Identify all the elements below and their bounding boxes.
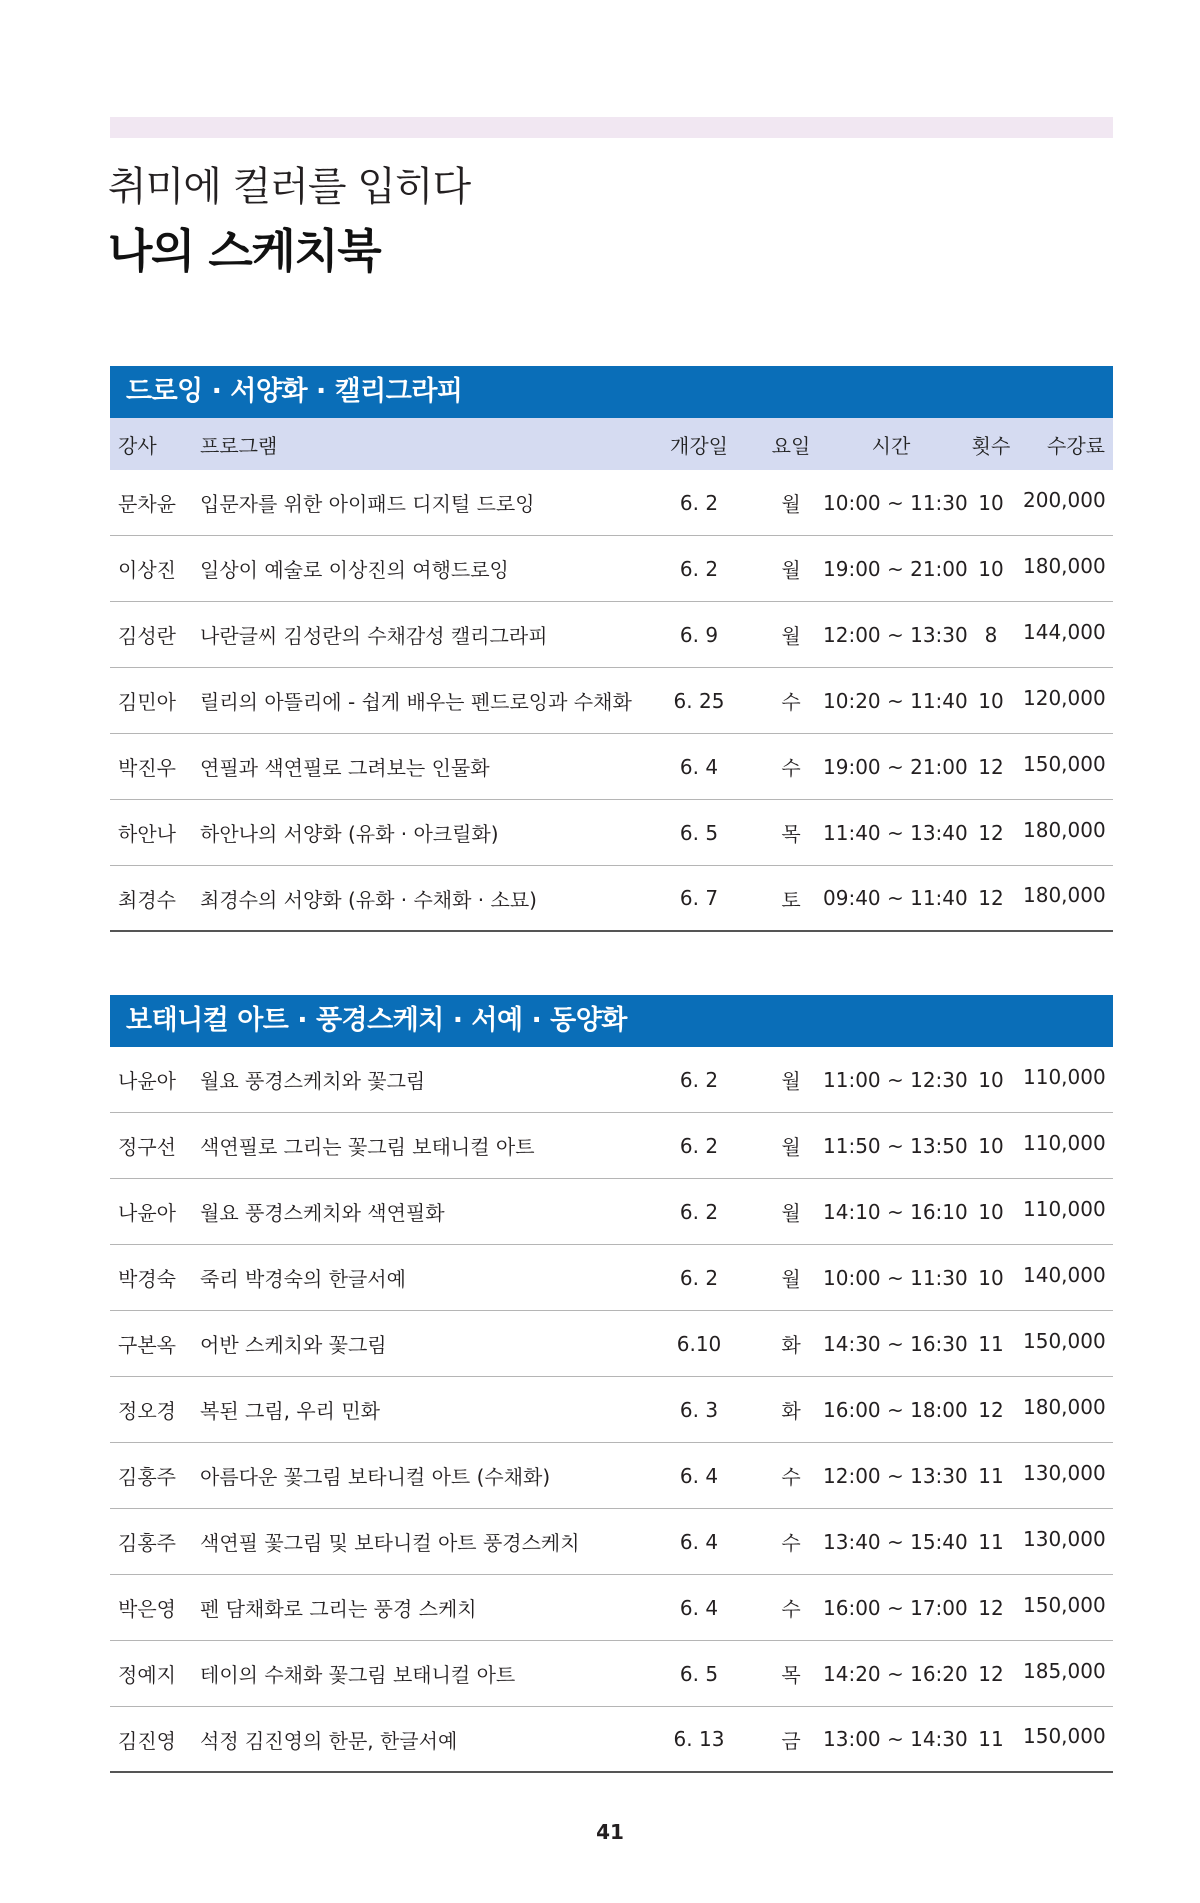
- count-cell: 10: [978, 1199, 1004, 1224]
- count-cell: 10: [978, 490, 1004, 515]
- table-row: [110, 734, 1113, 800]
- date-cell: 6. 2: [679, 1133, 719, 1158]
- teacher-cell: 박은영: [118, 1597, 176, 1621]
- day-cell: 화: [781, 1399, 801, 1423]
- section-botanical: [110, 995, 1113, 1773]
- table-body: [110, 1047, 1113, 1773]
- date-cell: 6. 4: [679, 1529, 719, 1554]
- teacher-cell: 김홍주: [118, 1531, 176, 1555]
- table-row: [110, 1377, 1113, 1443]
- fee-cell: 150,000: [1023, 1328, 1106, 1353]
- time-cell: 12:00 ~ 13:30: [823, 622, 968, 647]
- time-cell: 10:20 ~ 11:40: [823, 688, 968, 713]
- date-cell: 6. 2: [679, 556, 719, 581]
- program-cell: 복된 그림, 우리 민화: [200, 1399, 380, 1423]
- table-row: [110, 1575, 1113, 1641]
- day-cell: 수: [781, 1597, 801, 1621]
- time-cell: 14:10 ~ 16:10: [823, 1199, 968, 1224]
- program-cell: 죽리 박경숙의 한글서예: [200, 1267, 406, 1291]
- time-cell: 19:00 ~ 21:00: [823, 556, 968, 581]
- program-cell: 하안나의 서양화 (유화 · 아크릴화): [200, 822, 499, 846]
- table-row: [110, 470, 1113, 536]
- time-cell: 13:40 ~ 15:40: [823, 1529, 968, 1554]
- count-cell: 12: [978, 1397, 1004, 1422]
- table-row: [110, 1443, 1113, 1509]
- day-cell: 목: [781, 1663, 801, 1687]
- table-row: [110, 1509, 1113, 1575]
- col-date: 개강일: [670, 433, 728, 458]
- section-drawing: [110, 366, 1113, 932]
- count-cell: 12: [978, 1661, 1004, 1686]
- table-row: [110, 668, 1113, 734]
- count-cell: 10: [978, 556, 1004, 581]
- time-cell: 11:50 ~ 13:50: [823, 1133, 968, 1158]
- fee-cell: 150,000: [1023, 1724, 1106, 1748]
- teacher-cell: 정구선: [118, 1135, 176, 1159]
- col-teacher: 강사: [118, 433, 157, 458]
- table-row: [110, 1179, 1113, 1245]
- date-cell: 6. 2: [679, 490, 719, 515]
- day-cell: 월: [781, 1135, 801, 1159]
- day-cell: 화: [781, 1333, 801, 1357]
- day-cell: 수: [781, 1531, 801, 1555]
- page-subtitle: 취미에 컬러를 입히다: [108, 164, 471, 210]
- fee-cell: 110,000: [1023, 1196, 1106, 1221]
- teacher-cell: 이상진: [118, 558, 176, 582]
- date-cell: 6. 4: [679, 754, 719, 779]
- col-count: 횟수: [971, 433, 1011, 458]
- program-cell: 색연필 꽃그림 및 보타니컬 아트 풍경스케치: [200, 1531, 580, 1555]
- program-cell: 연필과 색연필로 그려보는 인물화: [200, 756, 490, 780]
- table-row: [110, 1245, 1113, 1311]
- day-cell: 목: [781, 822, 801, 846]
- table-row: [110, 1641, 1113, 1707]
- teacher-cell: 최경수: [118, 887, 176, 912]
- teacher-cell: 김진영: [118, 1728, 176, 1753]
- day-cell: 월: [781, 492, 801, 516]
- table-row: [110, 602, 1113, 668]
- section-title: 드로잉 · 서양화 · 캘리그라피: [110, 366, 1113, 418]
- date-cell: 6. 13: [673, 1727, 725, 1751]
- table-row: [110, 866, 1113, 932]
- teacher-cell: 정예지: [118, 1663, 176, 1687]
- date-cell: 6. 3: [679, 1397, 719, 1422]
- program-cell: 일상이 예술로 이상진의 여행드로잉: [200, 558, 509, 582]
- fee-cell: 120,000: [1023, 685, 1106, 710]
- teacher-cell: 정오경: [118, 1399, 176, 1423]
- count-cell: 11: [978, 1463, 1004, 1488]
- teacher-cell: 문차윤: [118, 492, 176, 516]
- fee-cell: 150,000: [1023, 1592, 1106, 1617]
- date-cell: 6.10: [676, 1331, 722, 1356]
- date-cell: 6. 4: [679, 1595, 719, 1620]
- time-cell: 11:40 ~ 13:40: [823, 820, 968, 845]
- teacher-cell: 구본옥: [118, 1333, 176, 1357]
- day-cell: 월: [781, 624, 801, 648]
- count-cell: 11: [978, 1529, 1004, 1554]
- decorative-top-bar: [110, 117, 1113, 138]
- fee-cell: 130,000: [1023, 1526, 1106, 1551]
- time-cell: 16:00 ~ 18:00: [823, 1397, 968, 1422]
- teacher-cell: 박진우: [118, 756, 176, 780]
- col-fee: 수강료: [1047, 433, 1105, 458]
- program-cell: 어반 스케치와 꽃그림: [200, 1333, 387, 1357]
- table-row: [110, 1113, 1113, 1179]
- table-row: [110, 1311, 1113, 1377]
- day-cell: 수: [781, 1465, 801, 1489]
- program-cell: 릴리의 아뜰리에 - 쉽게 배우는 펜드로잉과 수채화: [200, 690, 632, 714]
- count-cell: 12: [978, 820, 1004, 845]
- count-cell: 10: [978, 1067, 1004, 1092]
- date-cell: 6. 5: [679, 820, 719, 845]
- fee-cell: 110,000: [1023, 1064, 1106, 1089]
- program-cell: 입문자를 위한 아이패드 디지털 드로잉: [200, 492, 535, 516]
- fee-cell: 130,000: [1023, 1460, 1106, 1485]
- program-cell: 나란글씨 김성란의 수채감성 캘리그라피: [200, 624, 548, 648]
- day-cell: 월: [781, 1069, 801, 1093]
- day-cell: 수: [781, 690, 801, 714]
- date-cell: 6. 2: [679, 1199, 719, 1224]
- program-cell: 색연필로 그리는 꽃그림 보태니컬 아트: [200, 1135, 535, 1159]
- time-cell: 19:00 ~ 21:00: [823, 754, 968, 779]
- program-cell: 펜 담채화로 그리는 풍경 스케치: [200, 1597, 477, 1621]
- program-cell: 월요 풍경스케치와 꽃그림: [200, 1069, 426, 1093]
- program-cell: 월요 풍경스케치와 색연필화: [200, 1201, 445, 1225]
- program-cell: 테이의 수채화 꽃그림 보태니컬 아트: [200, 1663, 516, 1687]
- day-cell: 수: [781, 756, 801, 780]
- day-cell: 월: [781, 558, 801, 582]
- col-day: 요일: [771, 433, 811, 458]
- date-cell: 6. 2: [679, 1067, 719, 1092]
- fee-cell: 185,000: [1023, 1658, 1106, 1683]
- time-cell: 14:30 ~ 16:30: [823, 1331, 968, 1356]
- count-cell: 12: [978, 886, 1004, 910]
- day-cell: 금: [781, 1728, 801, 1753]
- time-cell: 16:00 ~ 17:00: [823, 1595, 968, 1620]
- table-row: [110, 1047, 1113, 1113]
- time-cell: 13:00 ~ 14:30: [823, 1727, 968, 1751]
- time-cell: 09:40 ~ 11:40: [823, 886, 968, 910]
- teacher-cell: 김성란: [118, 624, 176, 648]
- date-cell: 6. 2: [679, 1265, 719, 1290]
- teacher-cell: 나윤아: [118, 1069, 176, 1093]
- teacher-cell: 나윤아: [118, 1201, 176, 1225]
- teacher-cell: 하안나: [118, 822, 176, 846]
- col-time: 시간: [871, 433, 911, 458]
- count-cell: 8: [984, 622, 998, 647]
- page-number: 41: [596, 1820, 624, 1844]
- program-cell: 아름다운 꽃그림 보타니컬 아트 (수채화): [200, 1465, 551, 1489]
- count-cell: 10: [978, 1265, 1004, 1290]
- fee-cell: 150,000: [1023, 751, 1106, 776]
- table-row: [110, 1707, 1113, 1773]
- fee-cell: 200,000: [1023, 487, 1106, 512]
- count-cell: 10: [978, 688, 1004, 713]
- fee-cell: 144,000: [1023, 619, 1106, 644]
- count-cell: 12: [978, 1595, 1004, 1620]
- date-cell: 6. 7: [679, 886, 719, 910]
- program-cell: 최경수의 서양화 (유화 · 수채화 · 소묘): [200, 887, 537, 912]
- count-cell: 10: [978, 1133, 1004, 1158]
- fee-cell: 140,000: [1023, 1262, 1106, 1287]
- time-cell: 10:00 ~ 11:30: [823, 1265, 968, 1290]
- table-body: [110, 470, 1113, 932]
- fee-cell: 180,000: [1023, 883, 1106, 907]
- column-header-row: [110, 418, 1113, 470]
- count-cell: 11: [978, 1331, 1004, 1356]
- fee-cell: 180,000: [1023, 1394, 1106, 1419]
- teacher-cell: 김홍주: [118, 1465, 176, 1489]
- page-title: 나의 스케치북: [108, 224, 381, 278]
- fee-cell: 180,000: [1023, 553, 1106, 578]
- count-cell: 12: [978, 754, 1004, 779]
- teacher-cell: 김민아: [118, 690, 176, 714]
- fee-cell: 110,000: [1023, 1130, 1106, 1155]
- time-cell: 11:00 ~ 12:30: [823, 1067, 968, 1092]
- date-cell: 6. 9: [679, 622, 719, 647]
- time-cell: 10:00 ~ 11:30: [823, 490, 968, 515]
- time-cell: 12:00 ~ 13:30: [823, 1463, 968, 1488]
- teacher-cell: 박경숙: [118, 1267, 176, 1291]
- date-cell: 6. 25: [673, 688, 725, 713]
- count-cell: 11: [978, 1727, 1004, 1751]
- day-cell: 토: [781, 887, 801, 912]
- table-row: [110, 800, 1113, 866]
- time-cell: 14:20 ~ 16:20: [823, 1661, 968, 1686]
- table-row: [110, 536, 1113, 602]
- col-program: 프로그램: [200, 433, 278, 458]
- date-cell: 6. 4: [679, 1463, 719, 1488]
- fee-cell: 180,000: [1023, 817, 1106, 842]
- program-cell: 석정 김진영의 한문, 한글서예: [200, 1728, 458, 1753]
- day-cell: 월: [781, 1267, 801, 1291]
- date-cell: 6. 5: [679, 1661, 719, 1686]
- day-cell: 월: [781, 1201, 801, 1225]
- section-title: 보태니컬 아트 · 풍경스케치 · 서예 · 동양화: [110, 995, 1113, 1047]
